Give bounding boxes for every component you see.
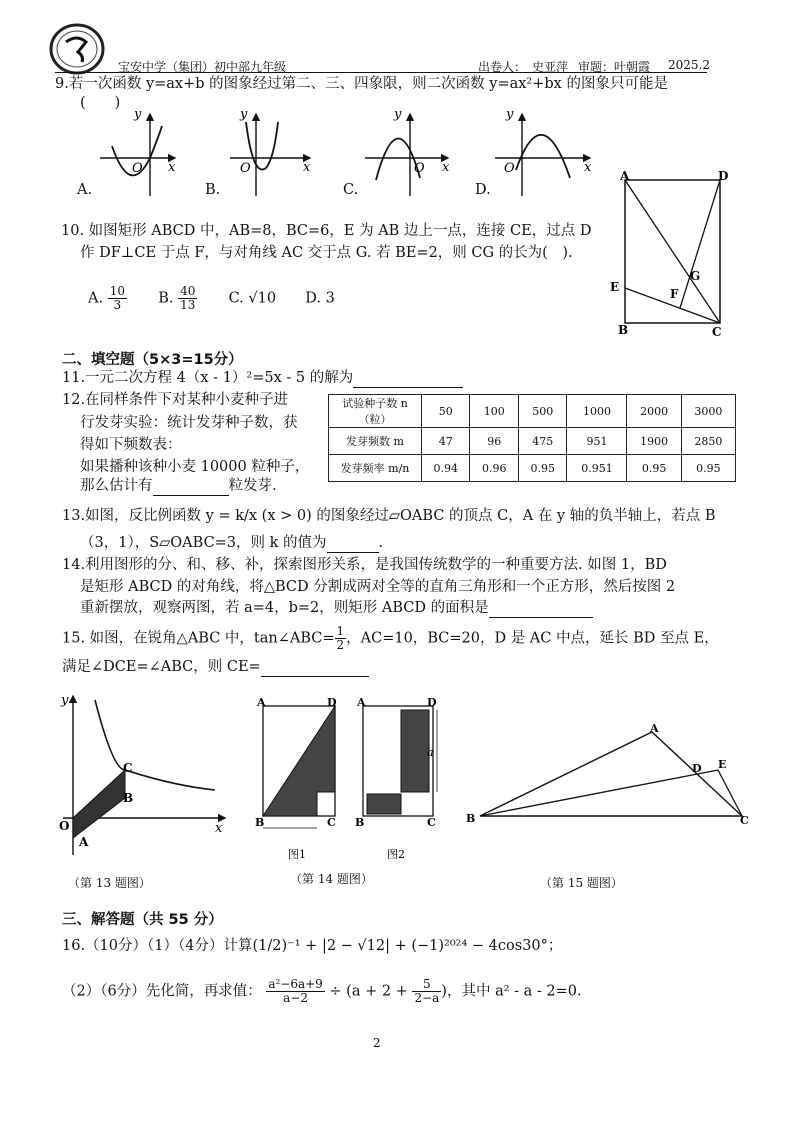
svg-text:D: D [427, 696, 437, 709]
q9-option-graphs [70, 108, 510, 203]
svg-text:C: C [327, 816, 336, 829]
fig14-caption: （第 14 题图） [290, 872, 373, 886]
svg-text:图1: 图1 [288, 848, 306, 861]
header-school: 宝安中学（集团）初中部九年级 [118, 60, 287, 74]
q13-line1: 13.如图，反比例函数 y = k/x (x > 0) 的图象经过▱OABC 的顶点 C，A 在 y 轴的负半轴上，若点 B [62, 508, 716, 524]
fig15-caption: （第 15 题图） [540, 876, 623, 890]
svg-text:y: y [506, 108, 514, 122]
q9-paren: ( ) [80, 95, 121, 111]
q9b-x: x [303, 160, 311, 175]
q10-line2: 作 DF⊥CE 于点 F，与对角线 AC 交于点 G. 若 BE=2，则 CG 的长为( ). [80, 245, 573, 261]
svg-text:C: C [427, 816, 436, 829]
svg-text:D: D [718, 169, 729, 183]
fig13-caption: （第 13 题图） [68, 876, 151, 890]
svg-text:B: B [618, 323, 629, 337]
q12-frequency-table: 试验种子数 n（粒） 50 100 500 1000 2000 3000 发芽频数 m 47 96 475 951 1900 2850 发芽频率 m/n 0.94 0.96 0.95 0.951 0.95 0.95 [328, 394, 736, 482]
q9-graph-a [100, 108, 176, 196]
q16-part1: 16.（10分）（1）（4分）计算(1/2)⁻¹ + |2 − √12| + (−1)²⁰²⁴ − 4cos30°； [62, 938, 563, 954]
header-rule [55, 72, 707, 73]
q14-answer-blank[interactable] [489, 601, 593, 618]
q9-option-b[interactable]: B. [205, 182, 221, 198]
q9-graph-c [365, 108, 450, 196]
q9a-x: x [168, 160, 176, 175]
q15-line2: 满足∠DCE=∠ABC，则 CE= [62, 657, 369, 677]
svg-text:O: O [59, 819, 70, 833]
header-author: 出卷人： 史亚萍 [478, 60, 569, 74]
q14-line3: 重新摆放，观察两图，若 a=4，b=2，则矩形 ABCD 的面积是 [80, 598, 593, 618]
svg-text:x: x [215, 821, 223, 836]
svg-text:A: A [357, 696, 366, 709]
q12-line4: 如果播种该种小麦 10000 粒种子， [80, 459, 310, 475]
q11-answer-blank[interactable] [353, 371, 463, 388]
q10-line1: 10. 如图矩形 ABCD 中，AB=8，BC=6，E 为 AB 边上一点，连接 CE，过点 D [61, 223, 592, 239]
svg-text:A: A [79, 835, 89, 849]
q12-line2: 行发芽实验：统计发芽种子数，获 [80, 415, 298, 431]
svg-text:B: B [255, 816, 265, 829]
svg-text:F: F [670, 287, 679, 301]
page-number: 2 [373, 1036, 381, 1050]
svg-text:D: D [692, 762, 702, 775]
svg-text:D: D [327, 696, 337, 709]
svg-text:C: C [712, 325, 722, 338]
svg-text:B: B [355, 816, 365, 829]
q9b-y: y [240, 108, 248, 122]
svg-text:a: a [427, 746, 434, 759]
svg-text:图2: 图2 [387, 848, 405, 861]
q15-answer-blank[interactable] [261, 660, 369, 677]
svg-text:E: E [718, 758, 727, 771]
fig13 [55, 690, 235, 860]
q13-line2: （3，1），S▱OABC=3，则 k 的值为 . [80, 535, 384, 551]
svg-text:C: C [740, 814, 749, 827]
svg-text:A: A [620, 169, 630, 183]
svg-text:x: x [584, 160, 592, 175]
svg-text:G: G [690, 269, 701, 283]
q14-line1: 14.利用图形的分、和、移、补，探索图形关系，是我国传统数学的一种重要方法. 如图 1，BD [62, 557, 667, 573]
q16-part2: （2）（6分）先化简，再求值： $\frac{\text{a²−6a+9}}{a-2}$ ÷ (a + 2 + $\frac{5}{2-a}$ )，其中 a² - a - 2=0. [62, 977, 582, 1005]
svg-text:B: B [466, 812, 476, 825]
q9-option-d[interactable]: D. [475, 182, 491, 198]
q14-line2: 是矩形 ABCD 的对角线，将△BCD 分割成两对全等的直角三角形和一个正方形，然后按图 2 [80, 579, 676, 595]
q13-answer-blank[interactable] [327, 536, 379, 553]
q12-answer-blank[interactable] [153, 479, 229, 496]
q9c-o: O [414, 161, 425, 176]
q9-text: 9.若一次函数 y=ax+b 的图象经过第二、三、四象限，则二次函数 y=ax²+bx 的图象只可能是 [55, 76, 668, 92]
q10-figure [600, 168, 740, 338]
q9-graph-d [490, 108, 600, 203]
svg-text:C: C [123, 761, 133, 775]
q9a-o: O [132, 161, 143, 176]
fig14 [255, 696, 445, 861]
svg-text:E: E [610, 280, 620, 294]
fig15 [460, 720, 750, 830]
q9a-y: y [134, 108, 142, 122]
q9-graph-b [230, 108, 311, 196]
q15-line1: 15. 如图，在锐角△ABC 中，tan∠ABC= $\frac{1}{2}$ ，AC=10，BC=20，D 是 AC 中点，延长 BD 至点 E， [62, 624, 719, 652]
q9-option-c[interactable]: C. [343, 182, 359, 198]
header-date: 2025.2 [668, 58, 710, 72]
q9c-x: x [442, 160, 450, 175]
svg-text:B: B [123, 791, 134, 805]
section-2-title: 二、填空题（5×3=15分） [62, 352, 243, 368]
q10-options: A. $\frac{10}{3}$ B. $\frac{40}{13}$ C. √10 D. 3 [88, 284, 335, 312]
q9c-y: y [394, 108, 402, 122]
svg-text:A: A [257, 696, 266, 709]
school-logo [48, 22, 106, 76]
q9b-o: O [240, 161, 251, 176]
section-3-title: 三、解答题（共 55 分） [62, 912, 223, 928]
svg-text:A: A [650, 722, 659, 735]
q12-line1: 12.在同样条件下对某种小麦种子进 [62, 392, 289, 408]
q12-line3: 得如下频数表： [80, 437, 182, 453]
q11-text: 11.一元二次方程 4（x - 1）²=5x - 5 的解为 [62, 368, 463, 388]
svg-text:O: O [504, 161, 515, 176]
svg-text:y: y [61, 693, 69, 708]
q12-line5: 那么估计有 粒发芽. [80, 478, 277, 494]
header-reviewer: 审题：叶朝霞 [578, 60, 651, 74]
q9-option-a[interactable]: A. [77, 182, 93, 198]
